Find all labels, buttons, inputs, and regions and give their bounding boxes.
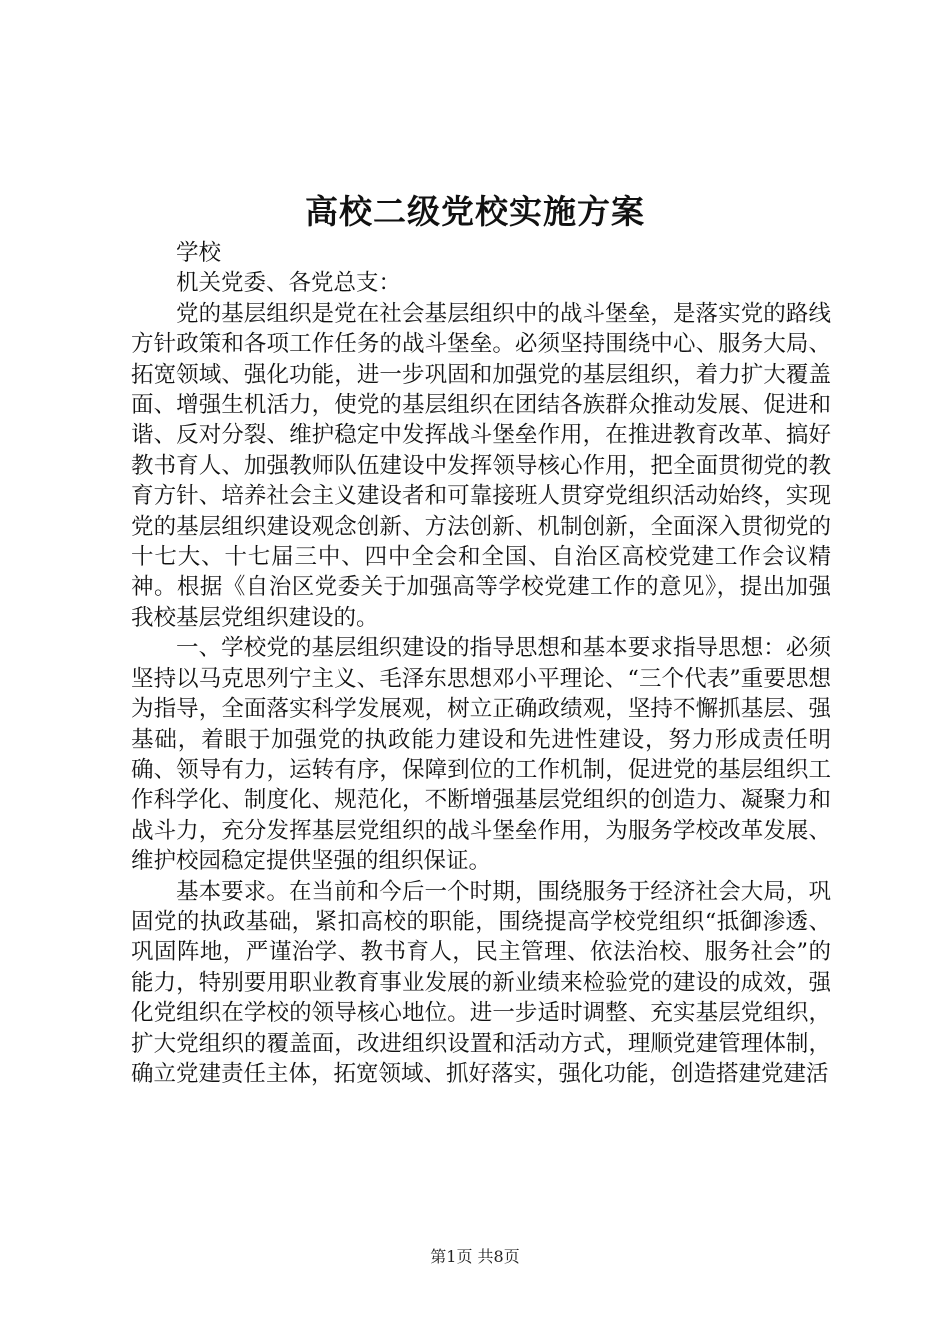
paragraph-basic-requirements: 基本要求。在当前和今后一个时期，围绕服务于经济社会大局，巩固党的执政基础，紧扣高校的职能，围绕提高学校党组织“抵御渗透、巩固阵地，严谨治学、教书育人，民主管理、依法治校、服务社会”的能力，特别要用职业教育事业发展的新业绩来检验党的建设的成效，强化党组织在学校的领导核心地位。进一步适时调整、充实基层党组织，扩大党组织的覆盖面，改进组织设置和活动方式，理顺党建管理体制，确立党建责任主体，拓宽领域、抓好落实，强化功能，创造搭建党建活 bbox=[131, 878, 831, 1087]
paragraph-intro: 党的基层组织是党在社会基层组织中的战斗堡垒，是落实党的路线方针政策和各项工作任务的战斗堡垒。必须坚持围绕中心、服务大局、拓宽领域、强化功能，进一步巩固和加强党的基层组织，着力扩大覆盖面、增强生机活力，使党的基层组织在团结各族群众推动发展、促进和谐、反对分裂、维护稳定中发挥战斗堡垒作用，在推进教育改革、搞好教书育人、加强教师队伍建设中发挥领导核心作用，把全面贯彻党的教育方针、培养社会主义建设者和可靠接班人贯穿党组织活动始终，实现党的基层组织建设观念创新、方法创新、机制创新，全面深入贯彻党的十七大、十七届三中、四中全会和全国、自治区高校党建工作会议精神。根据《自治区党委关于加强高等学校党建工作的意见》，提出加强我校基层党组织建设的。 bbox=[131, 300, 831, 631]
page-footer bbox=[0, 1244, 950, 1267]
paragraph-school: 学校 bbox=[176, 240, 222, 266]
page-number: 第1页 bbox=[430, 1247, 473, 1266]
document-body bbox=[131, 238, 831, 1089]
page-total: 共8页 bbox=[477, 1247, 520, 1266]
paragraph-addressee: 机关党委、各党总支： bbox=[176, 270, 402, 297]
paragraph-guiding-thought: 一、学校党的基层组织建设的指导思想和基本要求指导思想：必须坚持以马克思列宁主义、毛泽东思想邓小平理论、“三个代表”重要思想为指导，全面落实科学发展观，树立正确政绩观，坚持不懈抓基层、强基础，着眼于加强党的执政能力建设和先进性建设，努力形成责任明确、领导有力，运转有序，保障到位的工作机制，促进党的基层组织工作科学化、制度化、规范化，不断增强基层党组织的创造力、凝聚力和战斗力，充分发挥基层党组织的战斗堡垒作用，为服务学校改革发展、维护校园稳定提供坚强的组织保证。 bbox=[131, 635, 831, 875]
document-title: 高校二级党校实施方案 bbox=[305, 192, 645, 231]
